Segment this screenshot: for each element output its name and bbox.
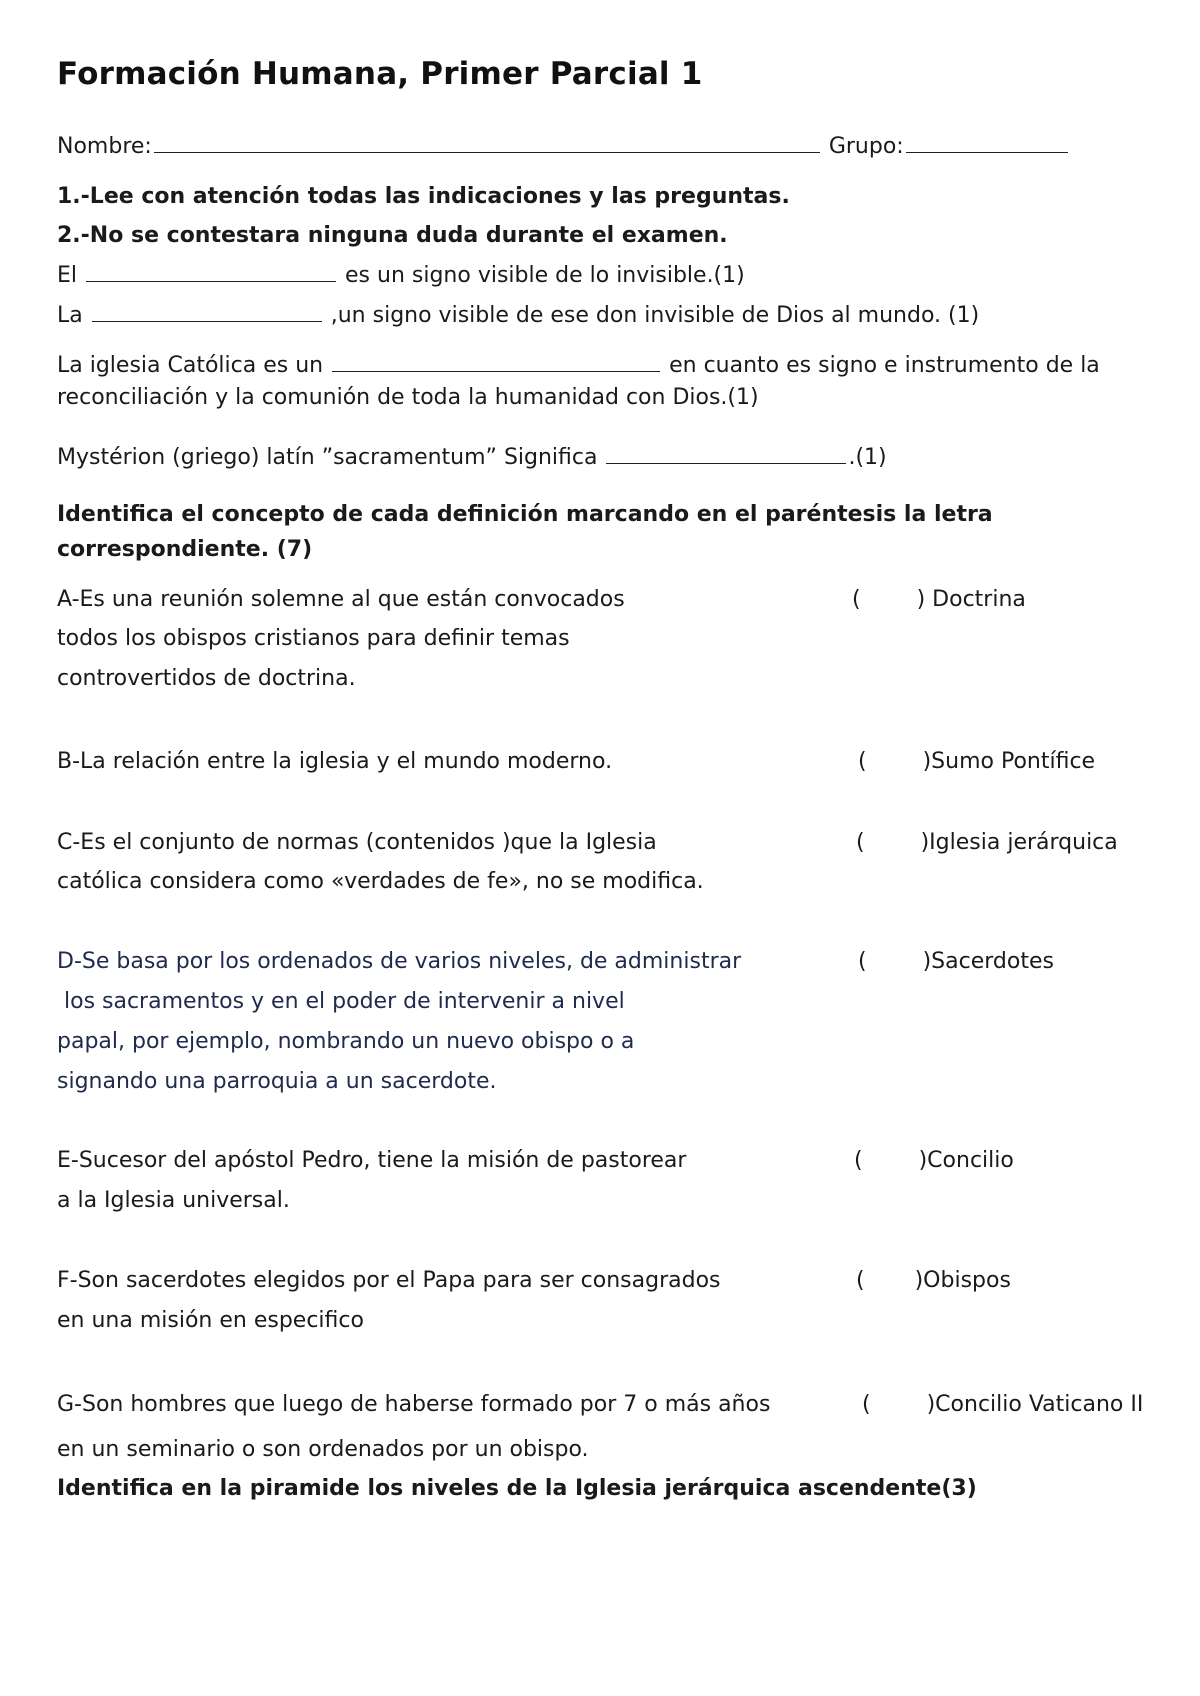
definition-a-line-2: todos los obispos cristianos para definir temas [57,626,570,651]
definition-d-line-2: los sacramentos y en el poder de intervenir a nivel [57,989,625,1014]
concept-item-doctrina [852,585,1026,615]
definition-d-line-3: papal, por ejemplo, nombrando un nuevo obispo o a [57,1029,635,1054]
concept-item-concilio-vaticano-ii [862,1390,1143,1420]
answer-paren-open: ( [856,1268,865,1293]
concept-label: ) Doctrina [916,587,1026,612]
instruction-2: 2.-No se contestara ninguna duda durante el examen. [57,223,728,248]
concept-label: )Concilio [918,1148,1014,1173]
concept-item-sacerdotes [858,947,1054,977]
question-3-line-2: reconciliación y la comunión de toda la humanidad con Dios.(1) [57,385,759,410]
grupo-label: Grupo: [828,134,904,159]
page-title: Formación Humana, Primer Parcial 1 [57,56,703,92]
question-2-suffix: ,un signo visible de ese don invisible de Dios al mundo. (1) [330,303,980,328]
matching-heading-line-1: Identifica el concepto de cada definición marcando en el paréntesis la letra [57,502,993,527]
definition-c-line-2: católica considera como «verdades de fe», no se modifica. [57,869,704,894]
question-4-suffix: .(1) [848,445,887,470]
definition-a-line-1: A-Es una reunión solemne al que están convocados [57,587,625,612]
concept-label: )Concilio Vaticano II [926,1392,1144,1417]
concept-label: )Sumo Pontífice [922,749,1096,774]
definition-a-line-3: controvertidos de doctrina. [57,666,356,691]
question-4-prefix: Mystérion (griego) latín ”sacramentum” Significa [57,445,598,470]
matching-heading-line-2: correspondiente. (7) [57,537,313,562]
definition-e-line-1: E-Sucesor del apóstol Pedro, tiene la misión de pastorear [57,1148,687,1173]
definition-f-line-1: F-Son sacerdotes elegidos por el Papa para ser consagrados [57,1268,721,1293]
concept-item-sumo-pontifice [858,747,1095,777]
question-3-suffix: en cuanto es signo e instrumento de la [669,353,1100,378]
question-4 [57,441,887,473]
pyramid-heading: Identifica en la piramide los niveles de la Iglesia jerárquica ascendente(3) [57,1476,977,1501]
question-2-prefix: La [57,303,83,328]
definition-b-line-1: B-La relación entre la iglesia y el mundo moderno. [57,749,613,774]
question-2-blank[interactable] [92,299,322,322]
nombre-blank[interactable] [154,130,820,153]
answer-paren-open: ( [858,749,867,774]
question-3-blank[interactable] [332,349,660,372]
concept-label: )Sacerdotes [922,949,1054,974]
concept-label: )Obispos [914,1268,1011,1293]
definition-d-line-4: signando una parroquia a un sacerdote. [57,1069,497,1094]
question-3 [57,349,1100,381]
definition-d-line-1: D-Se basa por los ordenados de varios niveles, de administrar [57,949,742,974]
concept-item-obispos [856,1266,1011,1296]
answer-paren-open: ( [852,587,861,612]
question-2 [57,299,979,331]
question-4-blank[interactable] [606,441,846,464]
answer-paren-open: ( [856,830,865,855]
question-1-blank[interactable] [86,259,336,282]
name-group-line [57,130,1070,162]
answer-paren-open: ( [862,1392,871,1417]
answer-paren-open: ( [858,949,867,974]
definition-g-line-1: G-Son hombres que luego de haberse formado por 7 o más años [57,1392,771,1417]
question-3-prefix: La iglesia Católica es un [57,353,324,378]
instruction-1: 1.-Lee con atención todas las indicaciones y las preguntas. [57,184,790,209]
answer-paren-open: ( [854,1148,863,1173]
question-1 [57,259,745,291]
question-1-suffix: es un signo visible de lo invisible.(1) [345,263,745,288]
concept-label: )Iglesia jerárquica [920,830,1118,855]
nombre-label: Nombre: [57,134,152,159]
concept-item-iglesia-jerarquica [856,828,1118,858]
definition-c-line-1: C-Es el conjunto de normas (contenidos )que la Iglesia [57,830,657,855]
grupo-blank[interactable] [906,130,1068,153]
concept-item-concilio [854,1146,1014,1176]
definition-f-line-2: en una misión en especifico [57,1308,364,1333]
definition-g-line-2: en un seminario o son ordenados por un obispo. [57,1437,589,1462]
definition-e-line-2: a la Iglesia universal. [57,1188,290,1213]
question-1-prefix: El [57,263,78,288]
